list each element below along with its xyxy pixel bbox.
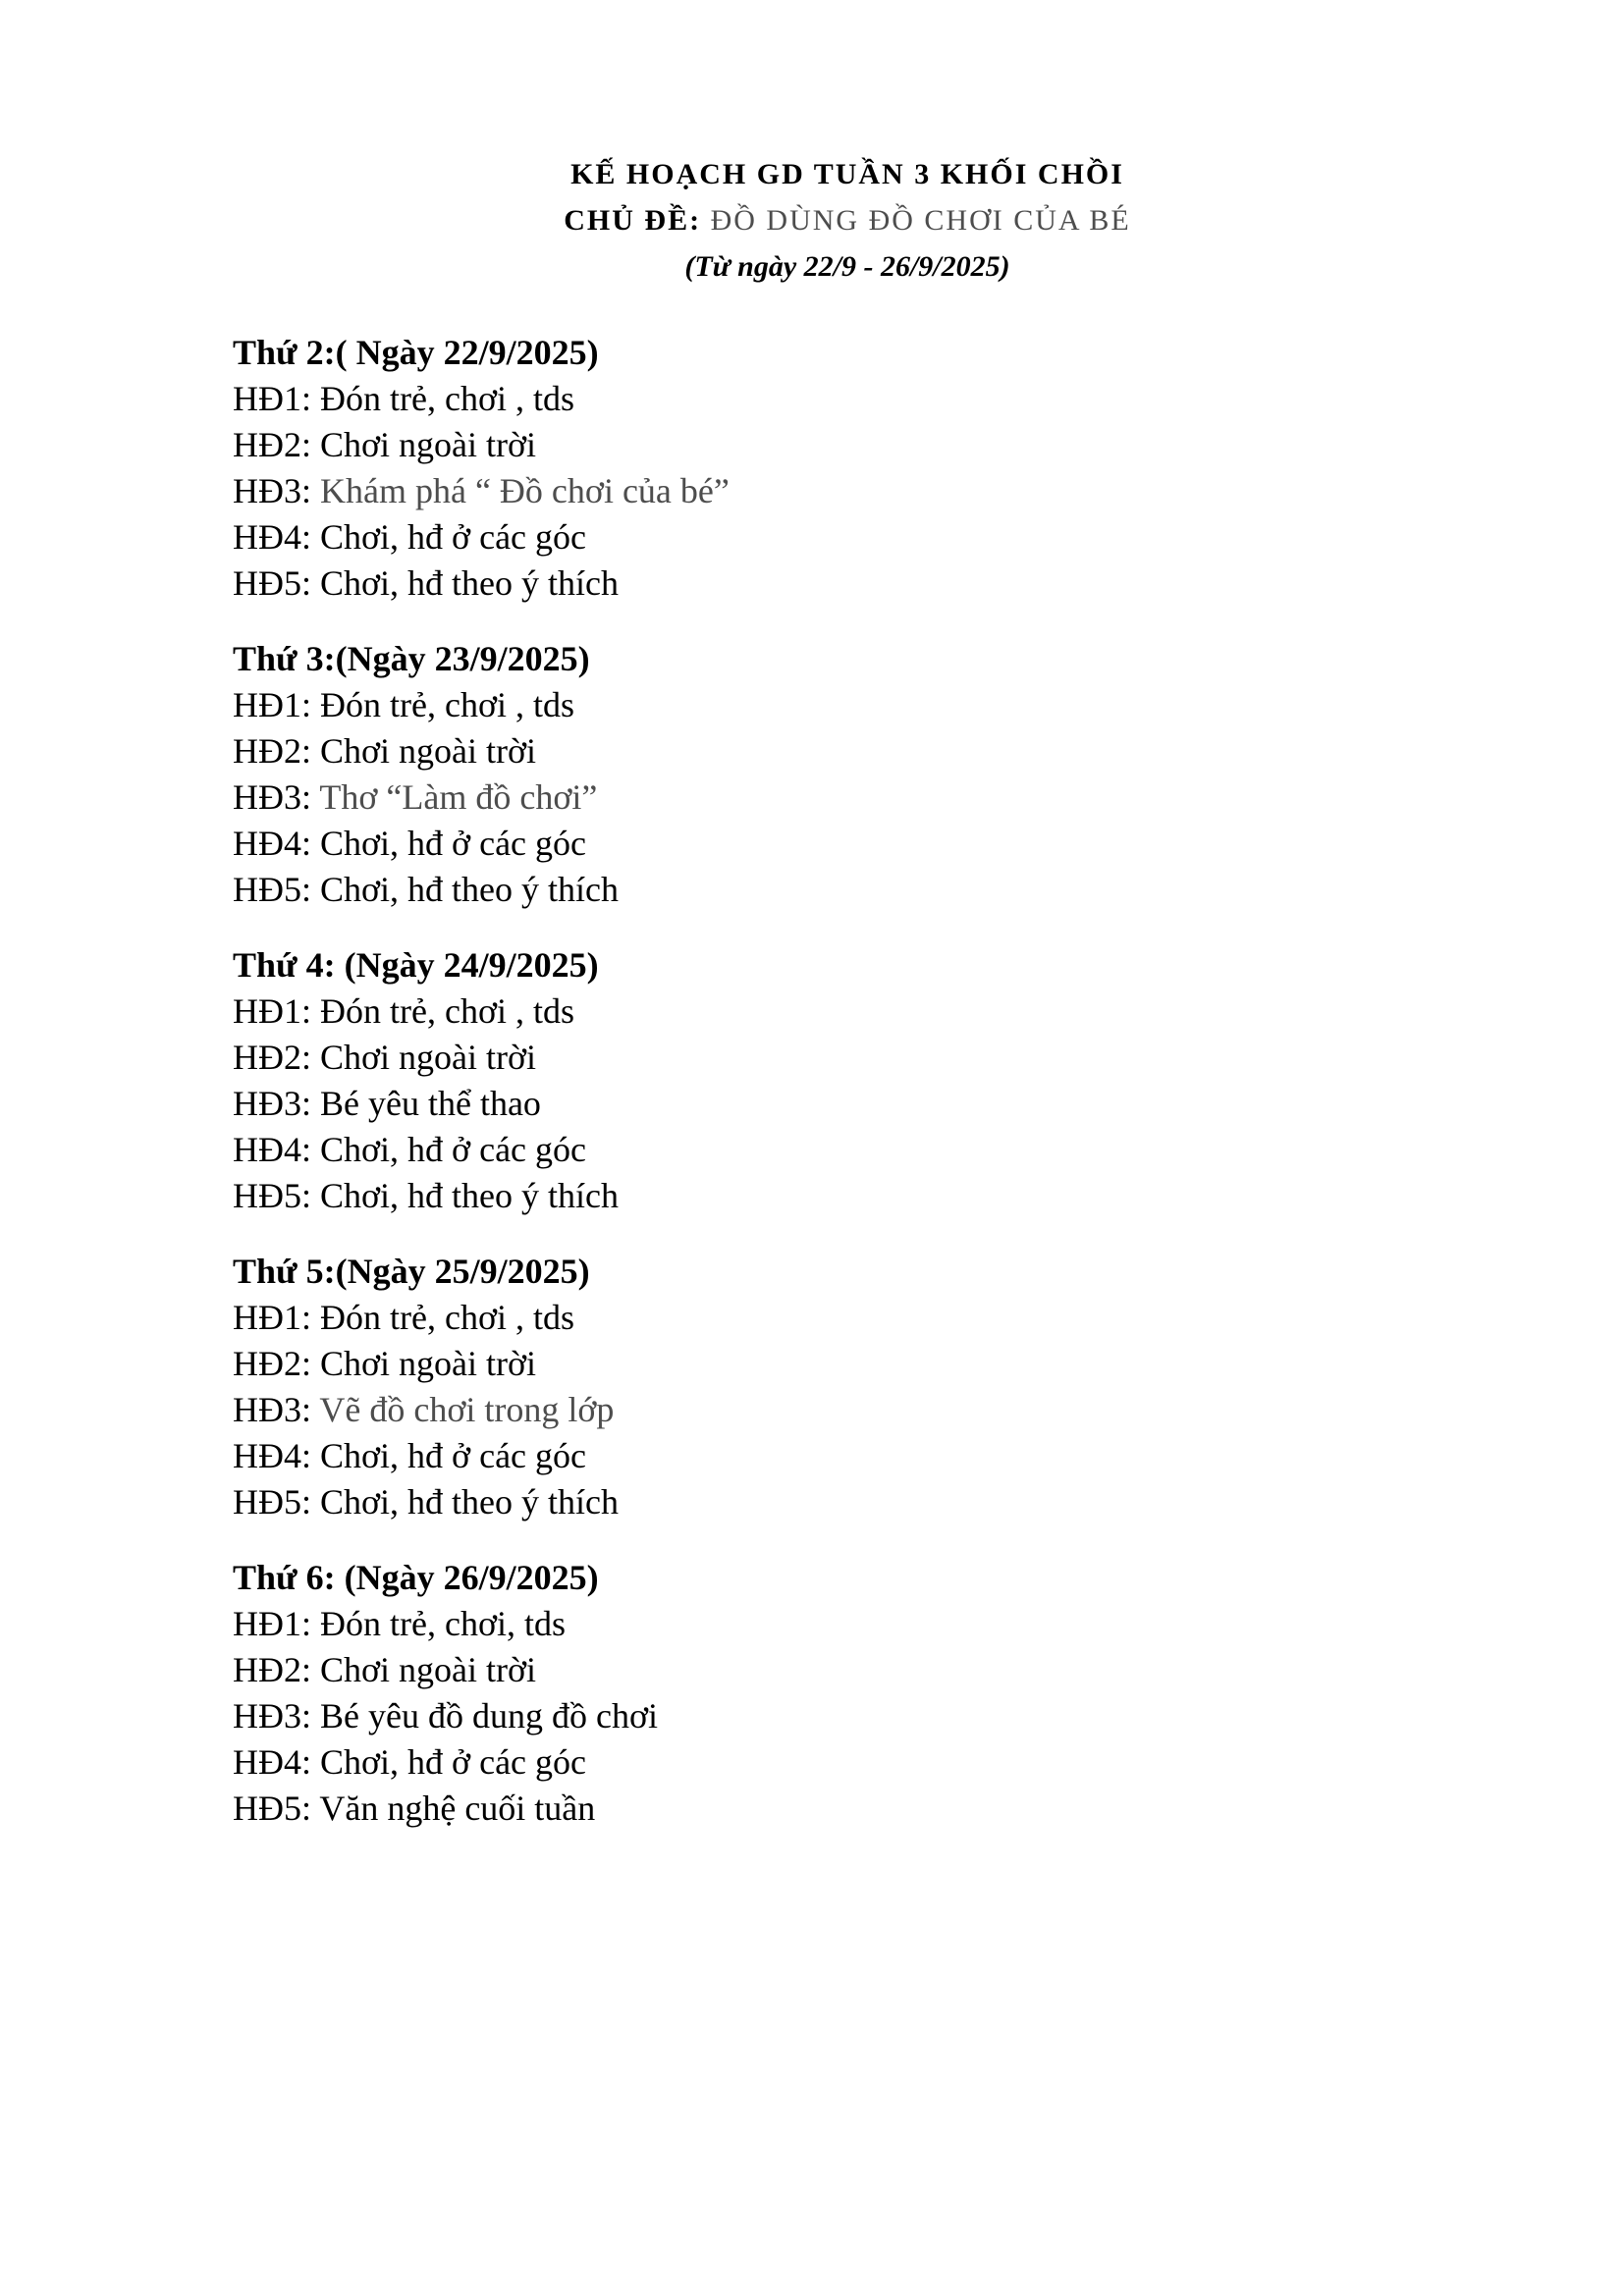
activity-line	[233, 1035, 1462, 1081]
date-range: (Từ ngày 22/9 - 26/9/2025)	[684, 250, 1010, 283]
activity-label: HĐ2:	[233, 425, 311, 464]
activity-line	[233, 1341, 1462, 1387]
activity-label: HĐ3:	[233, 777, 311, 817]
section-heading: Thứ 3:(Ngày 23/9/2025)	[233, 639, 590, 678]
activity-line	[233, 1081, 1462, 1127]
activity-label: HĐ4:	[233, 824, 311, 863]
activity-line	[233, 1739, 1462, 1786]
activity-text: Vẽ đồ chơi trong lớp	[319, 1390, 615, 1429]
section-heading: Thứ 6: (Ngày 26/9/2025)	[233, 1558, 599, 1597]
activity-text: Đón trẻ, chơi , tds	[320, 1298, 574, 1337]
activity-text: Chơi ngoài trời	[320, 425, 537, 464]
activity-line	[233, 1647, 1462, 1693]
activity-text: Đón trẻ, chơi , tds	[320, 685, 574, 724]
day-section-thu-3	[233, 636, 1462, 913]
activity-label: HĐ2:	[233, 1038, 311, 1077]
activity-line	[233, 774, 1462, 821]
activity-label: HĐ4:	[233, 1742, 311, 1782]
activity-label: HĐ1:	[233, 991, 311, 1031]
activity-text: Chơi ngoài trời	[320, 1650, 537, 1689]
activity-label: HĐ5:	[233, 1482, 311, 1522]
activity-label: HĐ1:	[233, 1298, 311, 1337]
activity-text: Chơi, hđ theo ý thích	[320, 1482, 620, 1522]
activity-line	[233, 1127, 1462, 1173]
activity-text: Chơi, hđ theo ý thích	[320, 1176, 620, 1215]
doc-subtitle	[233, 197, 1462, 243]
activity-line	[233, 1387, 1462, 1433]
activity-text: Bé yêu thể thao	[320, 1084, 541, 1123]
activity-text: Chơi, hđ ở các góc	[320, 1130, 587, 1169]
activity-label: HĐ2:	[233, 1344, 311, 1383]
day-section-thu-2	[233, 330, 1462, 607]
activity-label: HĐ2:	[233, 1650, 311, 1689]
activity-line	[233, 1601, 1462, 1647]
activity-label: HĐ5:	[233, 870, 311, 909]
activity-text: Đón trẻ, chơi , tds	[320, 379, 574, 418]
activity-line	[233, 1693, 1462, 1739]
title-block	[233, 151, 1462, 290]
day-section-thu-4	[233, 942, 1462, 1219]
activity-text: Chơi, hđ theo ý thích	[320, 563, 620, 603]
section-heading: Thứ 5:(Ngày 25/9/2025)	[233, 1252, 590, 1291]
activity-line	[233, 988, 1462, 1035]
activity-text: Chơi, hđ theo ý thích	[320, 870, 620, 909]
activity-line	[233, 561, 1462, 607]
section-heading: Thứ 4: (Ngày 24/9/2025)	[233, 945, 599, 985]
activity-label: HĐ3:	[233, 471, 311, 510]
activity-text: Khám phá “ Đồ chơi của bé”	[320, 471, 730, 510]
activity-text: Đón trẻ, chơi , tds	[320, 991, 574, 1031]
activity-line	[233, 376, 1462, 422]
activity-label: HĐ5:	[233, 563, 311, 603]
activity-text: Chơi ngoài trời	[320, 1344, 537, 1383]
section-heading: Thứ 2:( Ngày 22/9/2025)	[233, 333, 599, 372]
day-section-thu-5	[233, 1249, 1462, 1525]
activity-label: HĐ3:	[233, 1390, 311, 1429]
activity-line	[233, 1173, 1462, 1219]
activity-line	[233, 468, 1462, 514]
activity-label: HĐ3:	[233, 1696, 311, 1735]
activity-line	[233, 867, 1462, 913]
subtitle-value: ĐỒ DÙNG ĐỒ CHƠI CỦA BÉ	[710, 204, 1131, 237]
activity-label: HĐ4:	[233, 1436, 311, 1475]
activity-text: Chơi, hđ ở các góc	[320, 517, 587, 557]
activity-text: Thơ “Làm đồ chơi”	[319, 777, 598, 817]
activity-text: Chơi, hđ ở các góc	[320, 1436, 587, 1475]
activity-line	[233, 1433, 1462, 1479]
activity-text: Chơi ngoài trời	[320, 1038, 537, 1077]
doc-title: KẾ HOẠCH GD TUẦN 3 KHỐI CHỒI	[570, 158, 1124, 190]
activity-label: HĐ2:	[233, 731, 311, 771]
activity-label: HĐ1:	[233, 1604, 311, 1643]
activity-text: Chơi ngoài trời	[320, 731, 537, 771]
activity-label: HĐ4:	[233, 517, 311, 557]
activity-line	[233, 422, 1462, 468]
activity-line	[233, 1786, 1462, 1832]
activity-label: HĐ3:	[233, 1084, 311, 1123]
activity-label: HĐ1:	[233, 685, 311, 724]
activity-line	[233, 682, 1462, 728]
activity-text: Văn nghệ cuối tuần	[319, 1789, 596, 1828]
activity-text: Đón trẻ, chơi, tds	[320, 1604, 566, 1643]
activity-label: HĐ4:	[233, 1130, 311, 1169]
activity-label: HĐ5:	[233, 1176, 311, 1215]
activity-text: Bé yêu đồ dung đồ chơi	[320, 1696, 658, 1735]
activity-line	[233, 514, 1462, 561]
activity-label: HĐ1:	[233, 379, 311, 418]
activity-text: Chơi, hđ ở các góc	[320, 1742, 587, 1782]
day-section-thu-6	[233, 1555, 1462, 1832]
activity-line	[233, 728, 1462, 774]
subtitle-label: CHỦ ĐỀ:	[564, 204, 702, 237]
activity-line	[233, 821, 1462, 867]
activity-text: Chơi, hđ ở các góc	[320, 824, 587, 863]
activity-line	[233, 1295, 1462, 1341]
activity-label: HĐ5:	[233, 1789, 311, 1828]
activity-line	[233, 1479, 1462, 1525]
